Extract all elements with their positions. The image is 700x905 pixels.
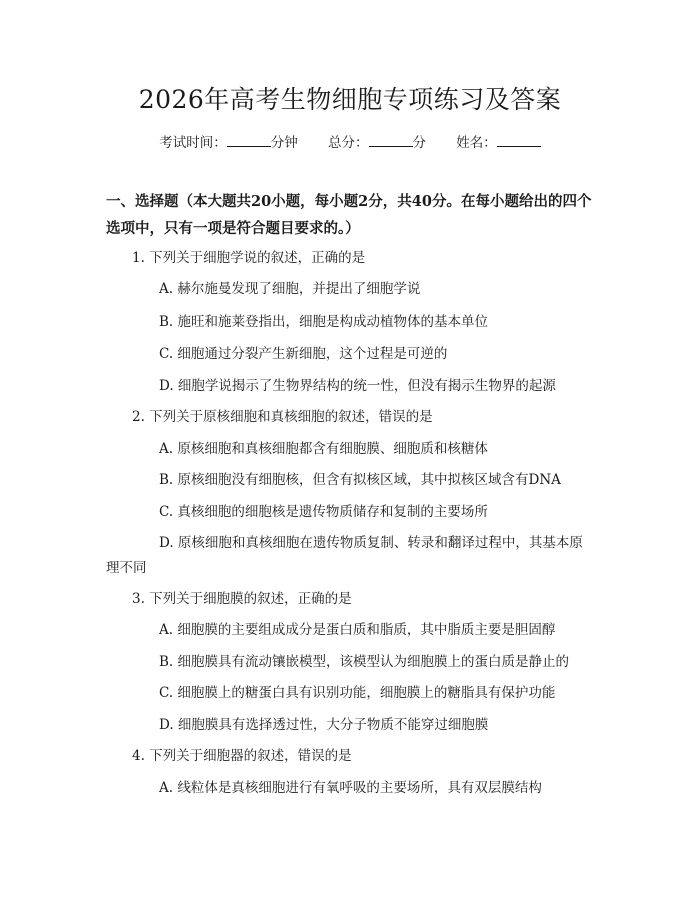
question-stem: 1. 下列关于细胞学说的叙述，正确的是 xyxy=(132,250,366,266)
question-option-continuation: 理不同 xyxy=(106,560,147,576)
question-option: B. 施旺和施莱登指出，细胞是构成动植物体的基本单位 xyxy=(159,314,489,330)
question-option: C. 真核细胞的细胞核是遗传物质储存和复制的主要场所 xyxy=(159,504,488,520)
question-option: D. 原核细胞和真核细胞在遗传物质复制、转录和翻译过程中，其基本原 xyxy=(159,535,583,551)
meta-time xyxy=(159,135,298,151)
meta-name-blank xyxy=(497,134,541,147)
meta-time-suffix: 分钟 xyxy=(270,135,298,151)
question-stem: 4. 下列关于细胞器的叙述，错误的是 xyxy=(132,748,352,764)
meta-score-blank xyxy=(369,134,413,147)
question-stem: 2. 下列关于原核细胞和真核细胞的叙述，错误的是 xyxy=(132,409,433,425)
question-option: D. 细胞学说揭示了生物界结构的统一性，但没有揭示生物界的起源 xyxy=(159,378,556,394)
section-heading: 一、选择题（本大题共20小题，每小题2分，共40分。在每小题给出的四个选项中，只有一项是符合题目要求的。） xyxy=(106,193,592,237)
question-option: D. 细胞膜具有选择透过性，大分子物质不能穿过细胞膜 xyxy=(159,717,489,733)
question-option: A. 细胞膜的主要组成成分是蛋白质和脂质，其中脂质主要是胆固醇 xyxy=(159,622,556,638)
meta-time-blank xyxy=(227,134,271,147)
meta-score-label: 总分： xyxy=(328,135,369,151)
meta-name xyxy=(456,135,541,151)
question-option: B. 原核细胞没有细胞核，但含有拟核区域，其中拟核区域含有DNA xyxy=(159,472,561,488)
page-title: 2026年高考生物细胞专项练习及答案 xyxy=(138,85,562,114)
question-option: A. 原核细胞和真核细胞都含有细胞膜、细胞质和核糖体 xyxy=(159,441,488,457)
meta-score-suffix: 分 xyxy=(412,135,426,151)
question-option: C. 细胞膜上的糖蛋白具有识别功能，细胞膜上的糖脂具有保护功能 xyxy=(159,685,556,701)
meta-name-label: 姓名： xyxy=(456,135,497,151)
meta-time-label: 考试时间： xyxy=(159,135,227,151)
question-option: A. 线粒体是真核细胞进行有氧呼吸的主要场所，具有双层膜结构 xyxy=(159,780,542,796)
meta-score xyxy=(328,135,426,151)
exam-meta-row xyxy=(0,131,700,151)
question-option: B. 细胞膜具有流动镶嵌模型，该模型认为细胞膜上的蛋白质是静止的 xyxy=(159,654,570,670)
question-stem: 3. 下列关于细胞膜的叙述，正确的是 xyxy=(132,591,352,607)
question-option: A. 赫尔施曼发现了细胞，并提出了细胞学说 xyxy=(159,281,421,297)
question-option: C. 细胞通过分裂产生新细胞，这个过程是可逆的 xyxy=(159,346,448,362)
